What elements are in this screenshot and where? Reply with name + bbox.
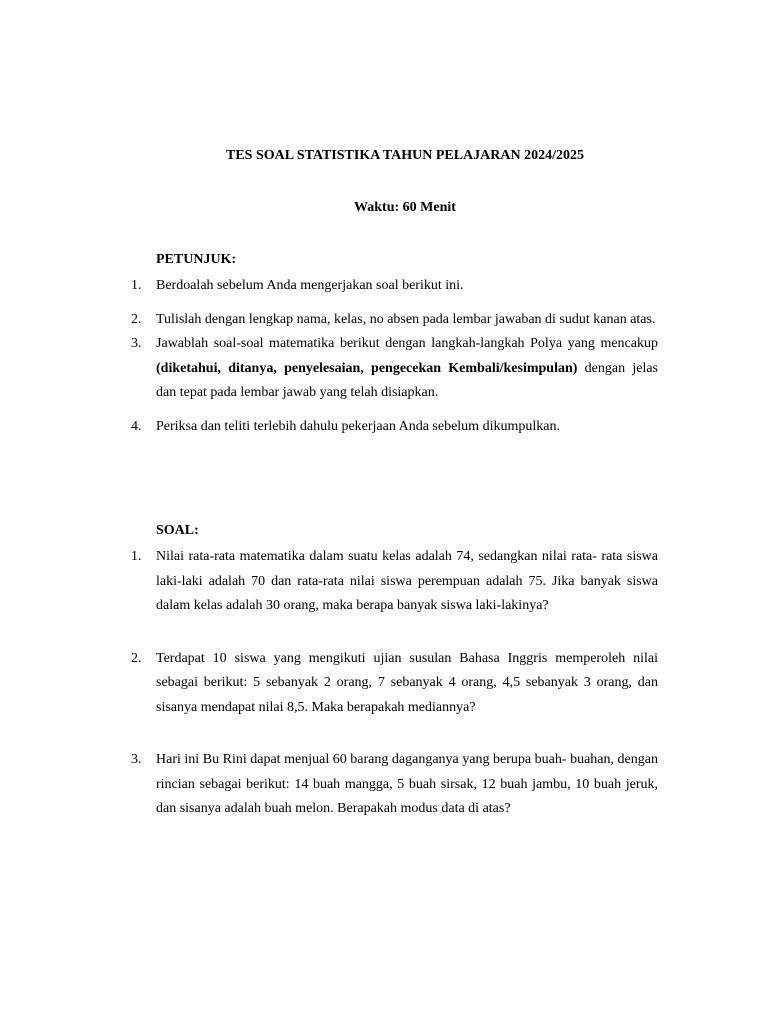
questions-heading: SOAL:: [156, 523, 199, 538]
instruction-number: 3.: [131, 336, 142, 351]
question-number: 1.: [131, 549, 142, 564]
instruction-number: 2.: [131, 311, 142, 327]
instruction-item: [131, 274, 658, 299]
instruction-text-before: Jawablah soal-soal matematika berikut dengan langkah-langkah Polya yang mencakup: [156, 336, 658, 351]
instruction-text-after: dengan jelas dan tepat pada lembar jawab yang telah disiapkan.: [156, 360, 658, 400]
instruction-number: 4.: [131, 418, 142, 434]
instruction-text: Periksa dan teliti terlebih dahulu pekerjaan Anda sebelum dikumpulkan.: [156, 418, 560, 434]
instruction-text: Tulislah dengan lengkap nama, kelas, no absen pada lembar jawaban di sudut kanan atas.: [156, 311, 656, 327]
instruction-text-bold: (diketahui, ditanya, penyelesaian, pengecekan Kembali/kesimpulan): [156, 360, 578, 376]
instruction-item: [131, 308, 658, 333]
instruction-item: [131, 415, 658, 440]
instructions-list: [131, 274, 658, 439]
question-item: [131, 748, 658, 822]
question-text: Nilai rata-rata matematika dalam suatu kelas adalah 74, sedangkan nilai rata- rata siswa laki-laki adalah 70 dan rata-rata nilai siswa perempuan adalah 75. Jika banyak siswa dalam kelas adalah 30 orang, maka berapa banyak siswa laki-lakinya?: [156, 549, 658, 613]
questions-list: [131, 545, 658, 822]
document-title: TES SOAL STATISTIKA TAHUN PELAJARAN 2024/2025: [226, 148, 584, 163]
question-number: 3.: [131, 752, 142, 767]
question-text: Hari ini Bu Rini dapat menjual 60 barang daganganya yang berupa buah- buahan, dengan rincian sebagai berikut: 14 buah mangga, 5 buah sirsak, 12 buah jambu, 10 buah jeruk, dan sisanya adalah buah melon. Berapakah modus data di atas?: [156, 752, 658, 816]
instruction-number: 1.: [131, 278, 142, 293]
question-text: Terdapat 10 siswa yang mengikuti ujian susulan Bahasa Inggris memperoleh nilai sebagai berikut: 5 sebanyak 2 orang, 7 sebanyak 4 orang, 4,5 sebanyak 3 orang, dan sisanya mendapat nilai 8,5. Maka berapakah mediannya?: [156, 650, 658, 715]
instruction-text: Berdoalah sebelum Anda mengerjakan soal berikut ini.: [156, 278, 464, 293]
question-number: 2.: [131, 650, 142, 666]
question-item: [131, 647, 658, 721]
time-limit: Waktu: 60 Menit: [354, 200, 456, 215]
instructions-heading: PETUNJUK:: [156, 252, 237, 267]
instruction-item: [131, 332, 658, 406]
question-item: [131, 545, 658, 619]
